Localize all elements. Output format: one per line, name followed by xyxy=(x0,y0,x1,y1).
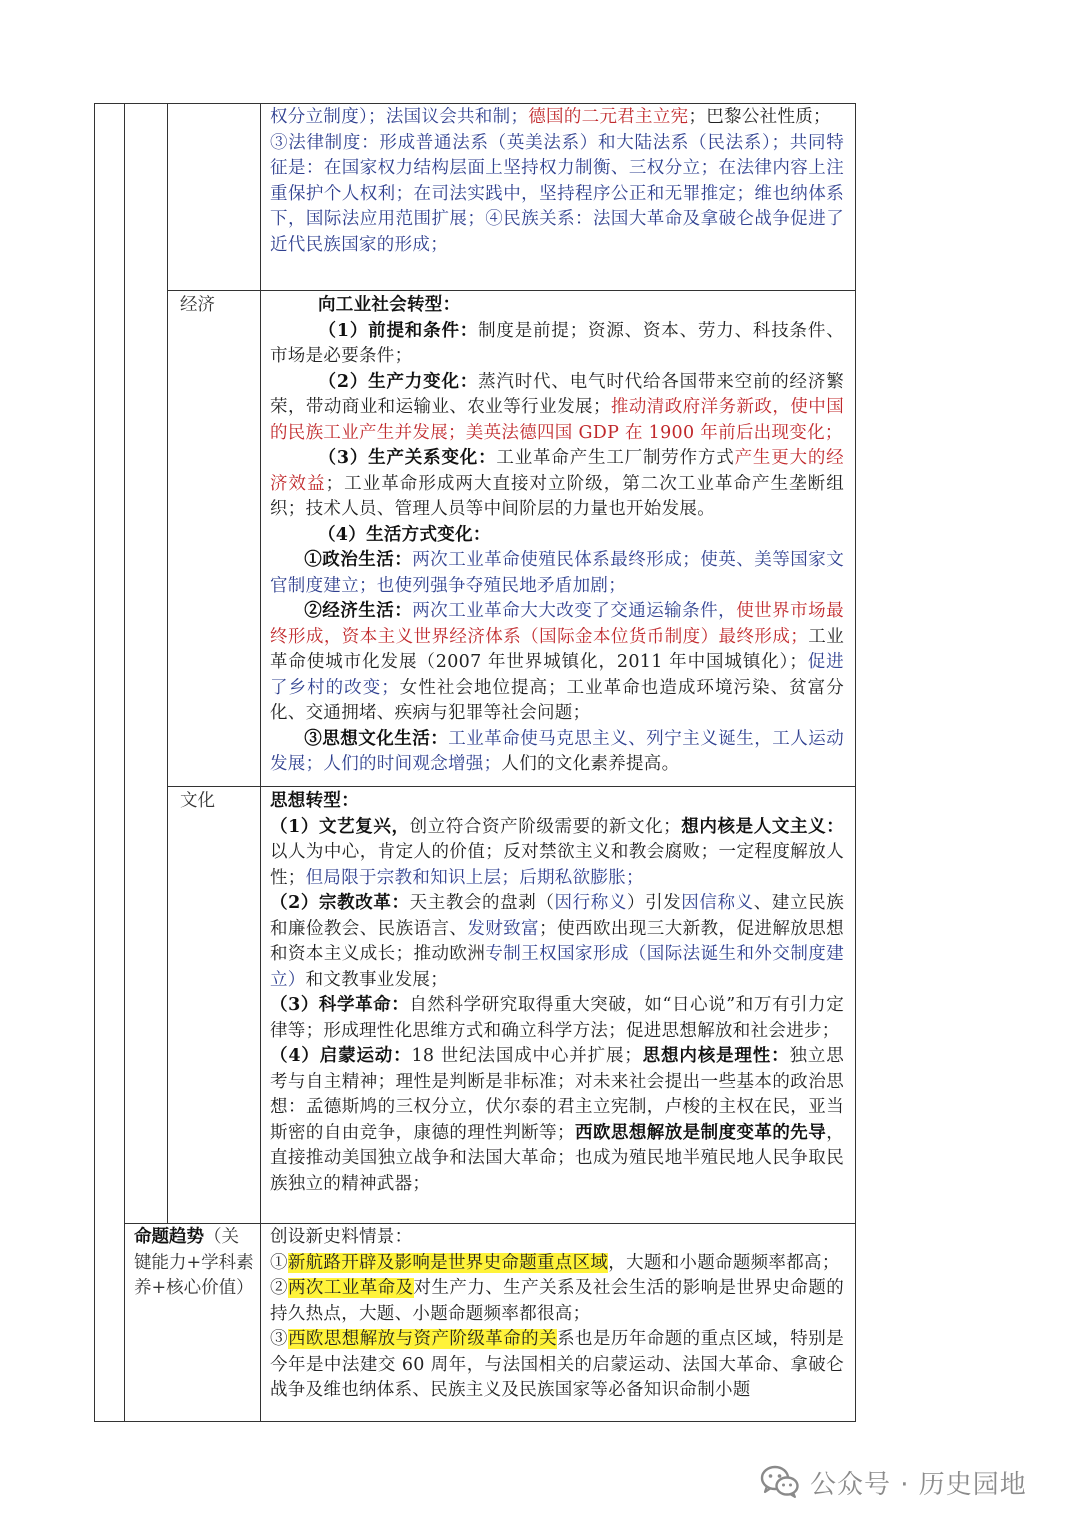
culture-c4-bold: 思想内核是理性： xyxy=(642,1046,790,1066)
trend-t1-highlight: 新航路开辟及影响是世界史命题重点区域 xyxy=(287,1252,609,1273)
politics-p1c: ；巴黎公社性质； xyxy=(688,107,831,127)
row-divider-trend xyxy=(124,1223,856,1224)
watermark-text: 公众号 · 历史园地 xyxy=(810,1469,1027,1500)
economy-l2-k2: 女性社会地位提高；工业革命也造成环境污染、贫富分化、交通拥堵、疾病与犯罪等社会问题； xyxy=(270,677,844,723)
trend-t2-num: ② xyxy=(270,1278,288,1298)
culture-c2-b3: 发财致富 xyxy=(467,918,540,939)
economy-l1-body: 两次工业革命使殖民体系最终形成；使英、美等国家文官制度建立；也使列强争夺殖民地矛盾加剧； xyxy=(270,550,844,596)
politics-p1b: 德国的二元君主立宪 xyxy=(528,107,689,127)
culture-c2-c: ）引发 xyxy=(626,893,682,913)
economy-cell xyxy=(270,293,844,778)
culture-c2-d: 、建立民族和廉俭教会、民族语言、 xyxy=(270,893,845,939)
culture-c4-body3: ，直接推动美国独立战争和法国大革命；也成为殖民地半殖民地人民争取民族独立的精神武器； xyxy=(270,1122,844,1194)
trend-t1-num: ① xyxy=(270,1252,288,1273)
economy-l2-b2: 促进了乡村的改变； xyxy=(270,652,844,698)
economy-label: 经济 xyxy=(180,295,215,315)
economy-s3-body1: 工业革命产生工厂制劳作方式 xyxy=(496,448,735,468)
trend-t1-rest: ，大题和小题命题频率都高； xyxy=(608,1252,840,1273)
culture-c4-bold2: 西欧思想解放是制度变革的先导 xyxy=(574,1122,827,1143)
culture-c1-head: （1）文艺复兴， xyxy=(270,816,410,837)
culture-c1-body2: 以人为中心，肯定人的价值；反对禁欲主义和教会腐败；一定程度解放人性； xyxy=(270,842,844,888)
trend-t3-num: ③ xyxy=(270,1329,288,1349)
culture-c1-body: 创立符合资产阶级需要的新文化； xyxy=(409,816,681,837)
culture-c2-a: 天主教会的盘剥（ xyxy=(409,893,555,913)
economy-l2-head: ②经济生活： xyxy=(304,601,413,621)
table-column-line-2 xyxy=(167,103,168,1223)
culture-c4-head: （4）启蒙运动： xyxy=(270,1046,412,1066)
culture-title: 思想转型： xyxy=(270,791,359,811)
watermark xyxy=(760,1462,1027,1502)
economy-s4-head: （4）生活方式变化： xyxy=(318,524,491,545)
culture-c2-f: 和文教事业发展； xyxy=(305,969,449,990)
culture-c1-blue: 但局限于宗教和知识上层；后期私欲膨胀； xyxy=(305,867,644,888)
culture-c4-body2: 独立思考与自主精神；理性是判断是非标准；对未来社会提出一些基本的政治思想：孟德斯鸠的三权分立，伏尔泰的君主立宪制，卢梭的主权在民，亚当斯密的自由竞争，康德的理性判断等； xyxy=(270,1046,844,1143)
economy-l1-head: ①政治生活： xyxy=(304,550,413,570)
culture-label: 文化 xyxy=(180,791,215,811)
table-border-top xyxy=(94,103,856,104)
economy-l3-k: 人们的文化素养提高。 xyxy=(501,754,680,774)
economy-s3-head: （3）生产关系变化： xyxy=(318,448,497,468)
trend-label xyxy=(134,1225,256,1302)
politics-p2: ③法律制度：形成普通法系（英美法系）和大陆法系（民法系）；共同特征是：在国家权力结构层面上坚持权力制衡、三权分立；在法律内容上注重保护个人权利；在司法实践中，坚持程序公正和无罪推定；维也纳体系下，国际法应用范围扩展；④民族关系：法国大革命及拿破仑战争促进了近代民族国家的形成； xyxy=(270,132,844,255)
table-border-bottom xyxy=(94,1421,856,1422)
economy-l2-k: 工业革命使城市化发展（2007 年世界城镇化，2011 年中国城镇化）； xyxy=(270,626,844,672)
economy-s1-head: （1）前提和条件： xyxy=(318,320,479,341)
economy-s2-head: （2）生产力变化： xyxy=(318,371,479,392)
row-divider-culture xyxy=(167,786,856,787)
economy-s3-red: 产生更大的经济效益 xyxy=(270,448,844,494)
trend-label-bold: 命题趋势 xyxy=(134,1227,204,1247)
culture-c2-b1: 因行称义 xyxy=(554,893,627,913)
table-border-left xyxy=(94,103,95,1421)
trend-t3-highlight: 西欧思想解放与资产阶级革命的关 xyxy=(287,1329,558,1349)
culture-c2-b4: 专制王权国家形成（国际法诞生和外交制度建立） xyxy=(270,944,845,990)
economy-l2-body: 两次工业革命大大改变了交通运输条件， xyxy=(412,601,737,621)
trend-t3-rest: 系也是历年命题的重点区域，特别是今年是中法建交 60 周年，与法国相关的启蒙运动、法国大革命、拿破仑战争及维也纳体系、民族主义及民族国家等必备知识命制小题 xyxy=(270,1329,844,1400)
trend-t2-highlight: 两次工业革命及 xyxy=(287,1278,414,1298)
politics-continued-cell xyxy=(270,105,844,258)
culture-c2-head: （2）宗教改革： xyxy=(270,893,410,913)
culture-c1-bold: 想内核是人文主义： xyxy=(680,816,845,837)
wechat-icon xyxy=(760,1465,800,1499)
economy-s2-body: 蒸汽时代、电气时代给各国带来空前的经济繁荣，带动商业和运输业、农业等行业发展； xyxy=(270,371,844,417)
economy-title: 向工业社会转型： xyxy=(318,295,461,315)
economy-s2-red: 推动清政府洋务新政，使中国的民族工业产生并发展；美英法德四国 GDP 在 1900 年前后出现变化； xyxy=(270,397,844,443)
culture-c3-head: （3）科学革命： xyxy=(270,995,410,1015)
culture-c2-e: ；使西欧出现三大新教，促进解放思想和资本主义成长；推动欧洲 xyxy=(270,918,844,964)
culture-cell xyxy=(270,789,844,1197)
economy-l2-red: 使世界市场最终形成，资本主义世界经济体系（国际金本位货币制度）最终形成； xyxy=(270,601,844,647)
culture-c3-body: 自然科学研究取得重大突破，如“日心说”和万有引力定律等；形成理性化思维方式和确立科学方法；促进思想解放和社会进步； xyxy=(270,995,844,1041)
economy-l3-body: 工业革命使马克思主义、列宁主义诞生，工人运动发展；人们的时间观念增强； xyxy=(270,728,844,774)
row-divider-economy xyxy=(167,290,856,291)
trend-cell xyxy=(270,1225,844,1404)
trend-label-rest: （关键能力+学科素养+核心价值） xyxy=(134,1227,254,1298)
trend-intro: 创设新史料情景： xyxy=(270,1227,413,1247)
economy-s3-body2: ；工业革命形成两大直接对立阶级，第二次工业革命产生垄断组织；技术人员、管理人员等中间阶层的力量也开始发展。 xyxy=(270,473,844,519)
culture-c2-b2: 因信称义 xyxy=(681,893,754,913)
economy-s1-body: 制度是前提；资源、资本、劳力、科技条件、市场是必要条件； xyxy=(270,320,844,366)
economy-l3-head: ③思想文化生活： xyxy=(304,728,449,749)
trend-t2-rest: 对生产力、生产关系及社会生活的影响是世界史命题的持久热点，大题、小题命题频率都很高； xyxy=(270,1278,844,1324)
culture-c4-body: 18 世纪法国成中心并扩展； xyxy=(411,1046,643,1066)
politics-p1a: 权分立制度）；法国议会共和制； xyxy=(270,107,529,127)
